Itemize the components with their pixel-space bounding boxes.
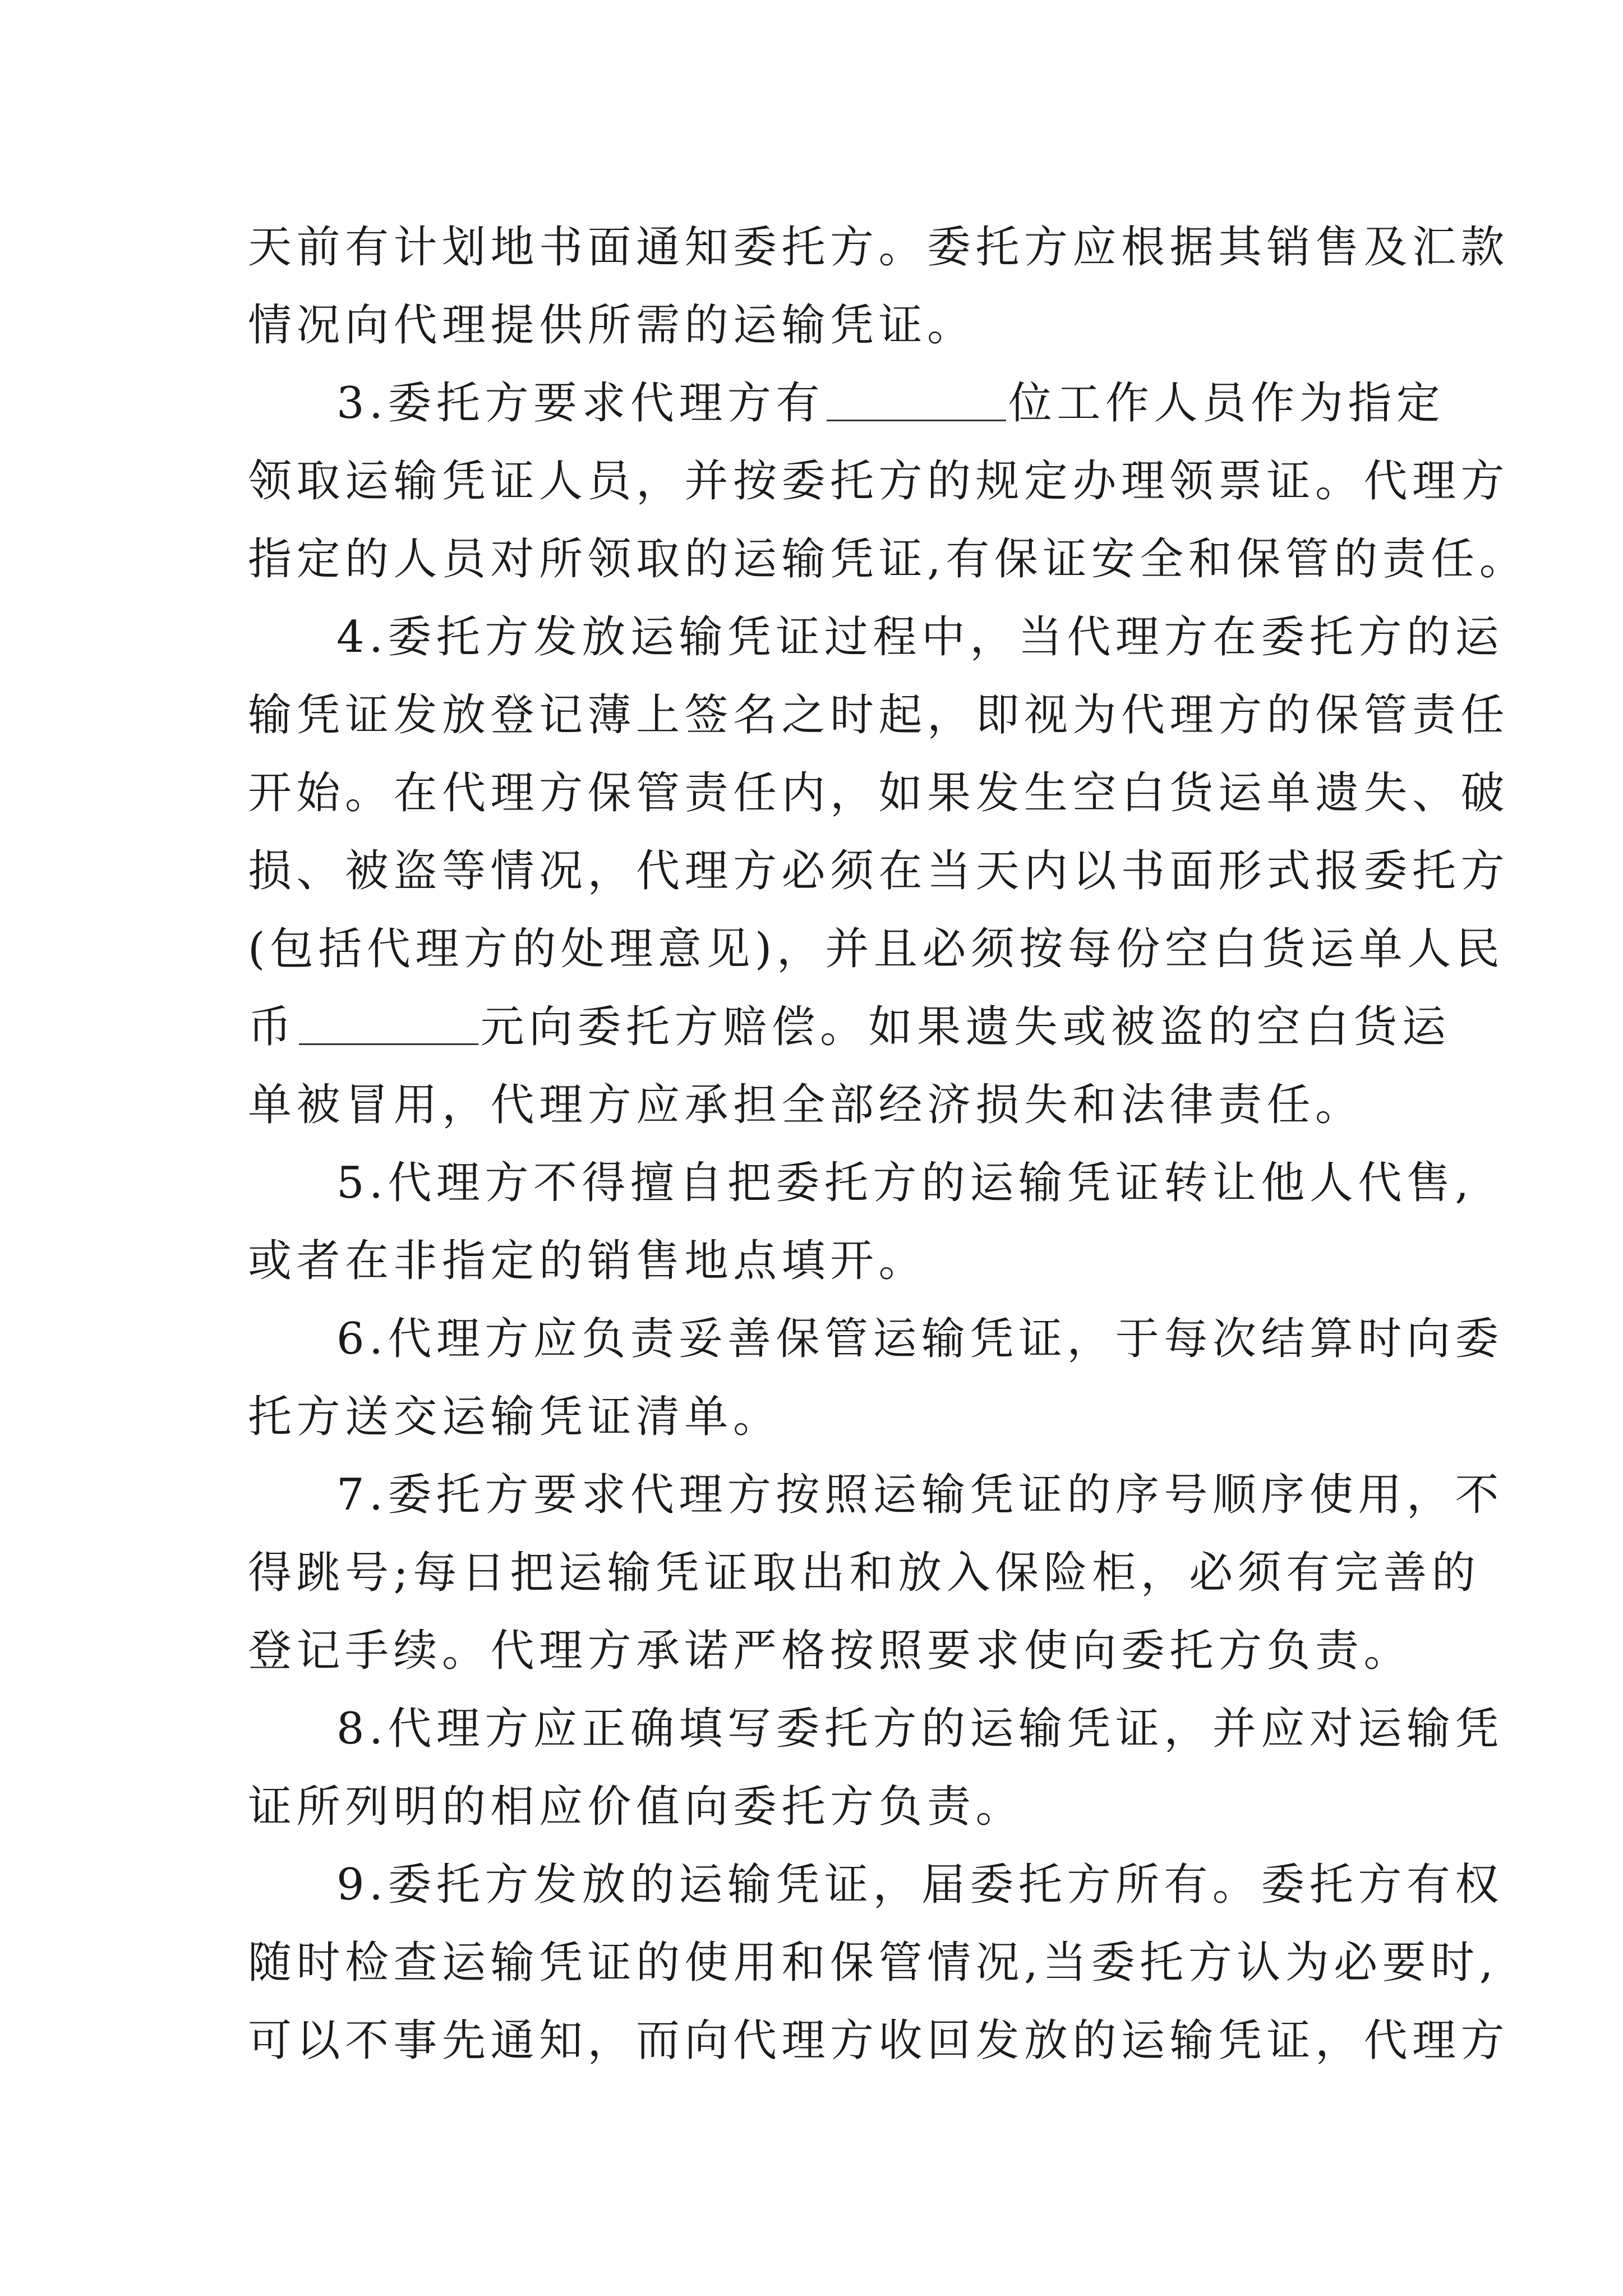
clause-5-line-1: 5.代理方不得擅自把委托方的运输凭证转让他人代售, bbox=[336, 1158, 1474, 1208]
text-line-16: 托方送交运输凭证清单。 bbox=[248, 1392, 782, 1442]
text-line-5: 指定的人员对所领取的运输凭证,有保证安全和保管的责任。 bbox=[248, 534, 1528, 585]
text-line-18: 得跳号;每日把运输凭证取出和放入保险柜，必须有完善的 bbox=[248, 1548, 1481, 1598]
fill-in-blank-staff-count bbox=[827, 376, 1006, 421]
compensation-text-after-blank: 元向委托方赔偿。如果遗失或被盗的空白货运 bbox=[480, 1002, 1451, 1052]
clause-3-text-after-blank: 位工作人员作为指定 bbox=[1008, 378, 1445, 429]
compensation-text-before-blank: 币 bbox=[248, 1002, 297, 1052]
text-line-11 bbox=[248, 988, 1451, 1066]
text-line-4: 领取运输凭证人员，并按委托方的规定办理领票证。代理方 bbox=[248, 456, 1510, 507]
text-line-14: 或者在非指定的销售地点填开。 bbox=[248, 1236, 928, 1286]
text-line-9: 损、被盗等情况，代理方必须在当天内以书面形式报委托方 bbox=[248, 846, 1510, 896]
text-line-8: 开始。在代理方保管责任内，如果发生空白货运单遗失、破 bbox=[248, 768, 1510, 818]
text-line-24: 可以不事先通知，而向代理方收回发放的运输凭证，代理方 bbox=[248, 2016, 1510, 2066]
text-line-12: 单被冒用，代理方应承担全部经济损失和法律责任。 bbox=[248, 1080, 1364, 1130]
text-line-1: 天前有计划地书面通知委托方。委托方应根据其销售及汇款 bbox=[248, 222, 1510, 273]
text-line-21: 证所列明的相应价值向委托方负责。 bbox=[248, 1782, 1025, 1832]
text-line-19: 登记手续。代理方承诺严格按照要求使向委托方负责。 bbox=[248, 1626, 1413, 1676]
text-line-10: (包括代理方的处理意见)，并且必须按每份空白货运单人民 bbox=[248, 924, 1505, 974]
clause-4-line-1: 4.委托方发放运输凭证过程中，当代理方在委托方的运 bbox=[336, 612, 1504, 662]
text-line-23: 随时检查运输凭证的使用和保管情况,当委托方认为必要时, bbox=[248, 1938, 1498, 1988]
clause-9-line-1: 9.委托方发放的运输凭证，届委托方所有。委托方有权 bbox=[336, 1860, 1504, 1910]
clause-8-line-1: 8.代理方应正确填写委托方的运输凭证，并应对运输凭 bbox=[336, 1704, 1504, 1754]
text-line-7: 输凭证发放登记薄上签名之时起，即视为代理方的保管责任 bbox=[248, 690, 1510, 740]
clause-3-text-before-blank: 3.委托方要求代理方有 bbox=[336, 378, 824, 429]
clause-7-line-1: 7.委托方要求代理方按照运输凭证的序号顺序使用，不 bbox=[336, 1470, 1504, 1520]
document-body bbox=[248, 209, 1528, 2080]
fill-in-blank-compensation-amount bbox=[299, 1000, 478, 1045]
text-line-2: 情况向代理提供所需的运输凭证。 bbox=[248, 300, 976, 351]
clause-6-line-1: 6.代理方应负责妥善保管运输凭证，于每次结算时向委 bbox=[336, 1314, 1504, 1364]
clause-3-line-1 bbox=[248, 365, 1445, 443]
